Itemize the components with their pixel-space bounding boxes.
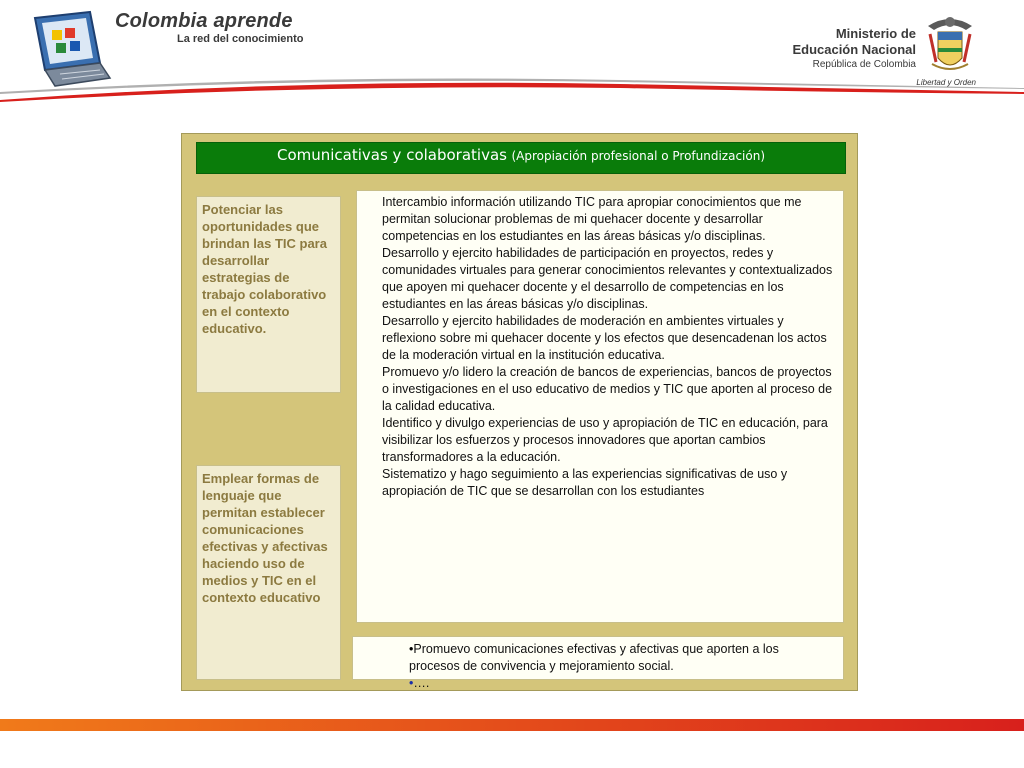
brand-title: Colombia aprende <box>115 10 293 32</box>
bullet-item <box>409 641 833 675</box>
left-box-emplear: Emplear formas de lenguaje que permitan establecer comunicaciones efectivas y afectivas haciendo uso de medios y TIC en el contexto educativo <box>196 465 341 680</box>
competency-panel <box>181 133 858 691</box>
descriptor-item: Sistematizo y hago seguimiento a las experiencias significativas de uso y apropiación de TIC que se desarrollan con los estudiantes <box>382 467 788 498</box>
motto-text: Libertad y Orden <box>916 78 976 87</box>
brand-subtitle: La red del conocimiento <box>177 33 304 45</box>
ministry-line2: Educación Nacional <box>792 42 916 57</box>
descriptor-item: Identifico y divulgo experiencias de uso y apropiación de TIC en educación, para visibilizar los esfuerzos y procesos innovadores que aportan cambios transformadores a la educación. <box>382 416 828 464</box>
bullet-item <box>409 675 833 692</box>
right-box-descriptors <box>356 190 844 623</box>
panel-title: Comunicativas y colaborativas <box>276 146 507 164</box>
header-swoosh-decoration <box>0 70 1024 110</box>
descriptor-item: Desarrollo y ejercito habilidades de participación en proyectos, redes y comunidades virtuales para generar conocimientos relevantes y contextualizados que apoyen mi quehacer docente y el desarrollo de competencias en los estudiantes en las áreas básicas y/o disciplinas. <box>382 246 833 311</box>
bullet-dot-icon: • <box>409 642 414 656</box>
bullet-item-text: Promuevo comunicaciones efectivas y afectivas que aporten a los procesos de convivencia y mejoramiento social. <box>409 642 779 673</box>
bullet-item-text: …. <box>413 676 430 690</box>
descriptor-item: Intercambio información utilizando TIC para apropiar conocimientos que me permitan solucionar problemas de mi quehacer docente y desarrollar competencias en los estudiantes en las áreas básicas y/o disciplinas. <box>382 195 802 243</box>
panel-subtitle: (Apropiación profesional o Profundización) <box>511 149 766 163</box>
descriptor-item: Desarrollo y ejercito habilidades de moderación en ambientes virtuales y reflexiono sobre mi quehacer docente y los efectos que desencadenan los actos de la moderación virtual en la institución educativa. <box>382 314 827 362</box>
left-box-potenciar: Potenciar las oportunidades que brindan las TIC para desarrollar estrategias de trabajo colaborativo en el contexto educativo. <box>196 196 341 393</box>
footer-color-bar <box>0 719 1024 731</box>
ministry-line1: Ministerio de <box>835 26 916 41</box>
ministry-line3: República de Colombia <box>812 59 916 70</box>
bullet-dot-icon: • <box>409 676 414 690</box>
ministry-block <box>792 26 916 72</box>
right-box-bullets <box>352 636 844 690</box>
panel-header <box>196 142 846 174</box>
descriptor-item: Promuevo y/o lidero la creación de bancos de experiencias, bancos de proyectos o investigaciones en el uso educativo de medios y TIC que aporten al proceso de la calidad educativa. <box>382 365 833 413</box>
